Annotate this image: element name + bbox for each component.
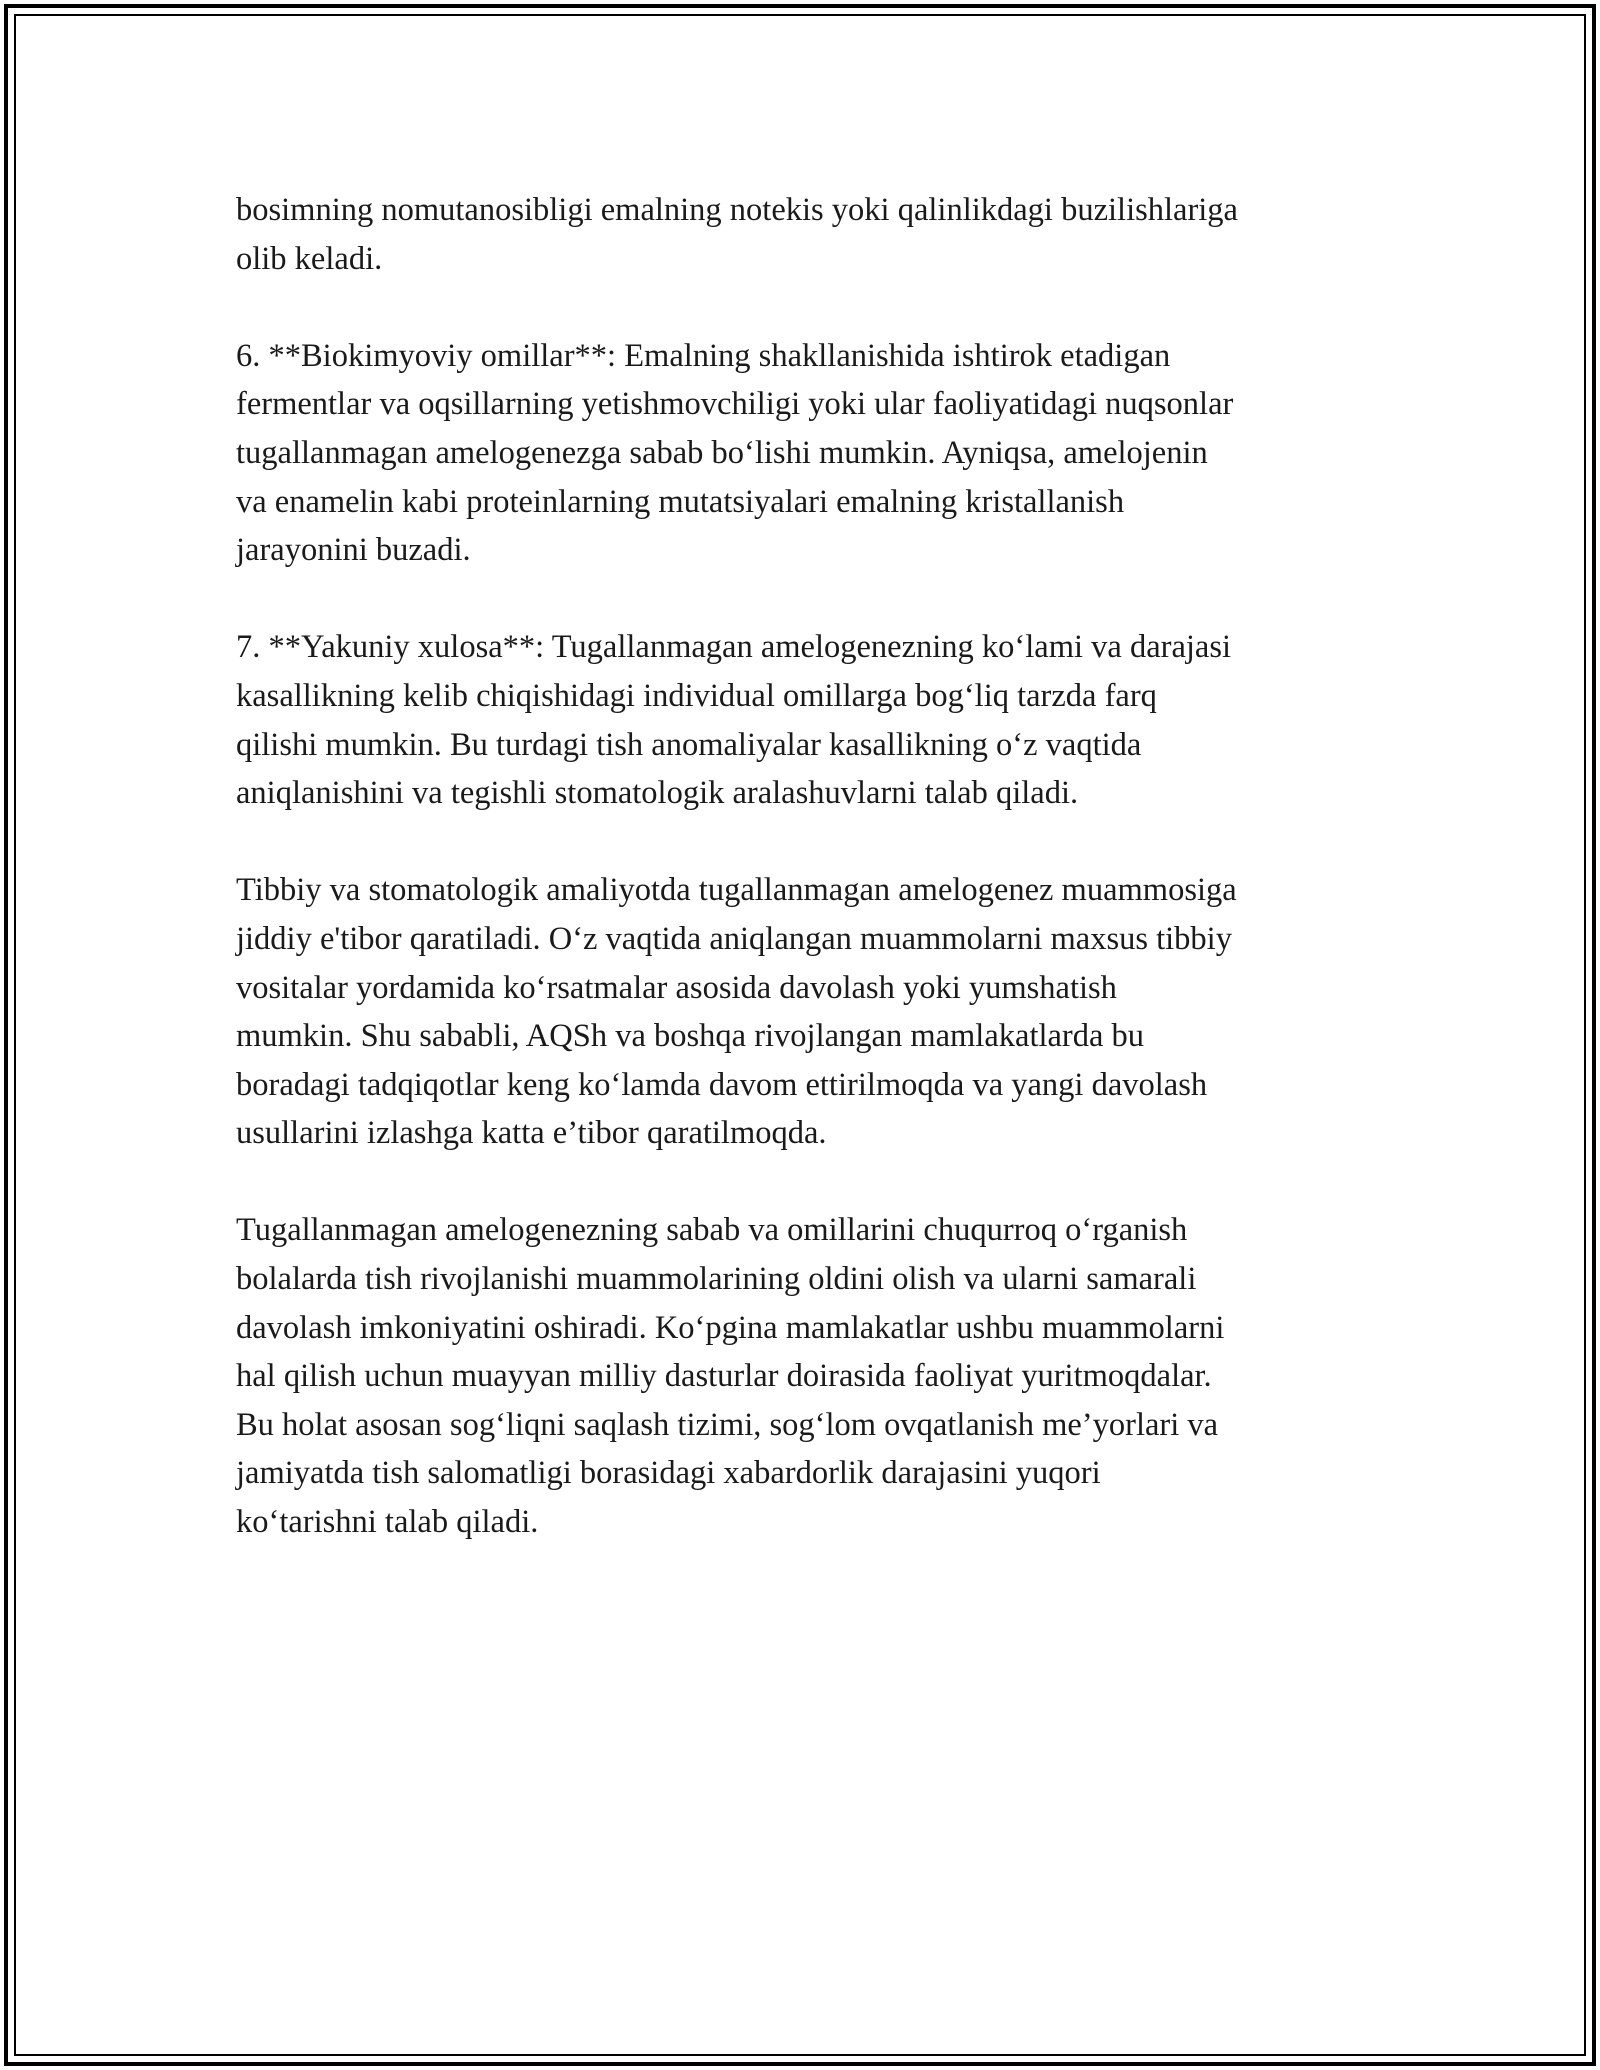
text-line: 6. **Biokimyoviy omillar**: Emalning shakllanishida ishtirok etadigan bbox=[236, 337, 1171, 374]
text-line: jarayonini buzadi. bbox=[236, 532, 471, 569]
paragraph-research-importance bbox=[236, 1206, 1376, 1546]
text-line: jiddiy e'tibor qaratiladi. O‘z vaqtida aniqlangan muammolarni maxsus tibbiy bbox=[236, 920, 1232, 957]
text-line: mumkin. Shu sababli, AQSh va boshqa rivojlangan mamlakatlarda bu bbox=[236, 1018, 1145, 1055]
text-line: usullarini izlashga katta e’tibor qaratilmoqda. bbox=[236, 1115, 827, 1152]
text-line: qilishi mumkin. Bu turdagi tish anomaliyalar kasallikning o‘z vaqtida bbox=[236, 726, 1142, 763]
paragraph-continuation bbox=[236, 186, 1376, 283]
text-line: davolash imkoniyatini oshiradi. Ko‘pgina mamlakatlar ushbu muammolarni bbox=[236, 1309, 1225, 1346]
text-line: Tugallanmagan amelogenezning sabab va omillarini chuqurroq o‘rganish bbox=[236, 1212, 1188, 1249]
text-line: fermentlar va oqsillarning yetishmovchiligi yoki ular faoliyatidagi nuqsonlar bbox=[236, 386, 1234, 423]
text-line: hal qilish uchun muayyan milliy dasturlar doirasida faoliyat yuritmoqdalar. bbox=[236, 1358, 1212, 1395]
text-line: ko‘tarishni talab qiladi. bbox=[236, 1504, 539, 1541]
text-line: boradagi tadqiqotlar keng ko‘lamda davom ettirilmoqda va yangi davolash bbox=[236, 1066, 1208, 1103]
paragraph-final-conclusion bbox=[236, 623, 1376, 817]
text-line: aniqlanishini va tegishli stomatologik aralashuvlarni talab qiladi. bbox=[236, 775, 1079, 812]
text-line: kasallikning kelib chiqishidagi individual omillarga bog‘liq tarzda farq bbox=[236, 677, 1157, 714]
paragraph-medical-practice bbox=[236, 866, 1376, 1158]
text-line: bolalarda tish rivojlanishi muammolarining oldini olish va ularni samarali bbox=[236, 1261, 1197, 1298]
text-line: va enamelin kabi proteinlarning mutatsiyalari emalning kristallanish bbox=[236, 483, 1125, 520]
text-line: 7. **Yakuniy xulosa**: Tugallanmagan amelogenezning ko‘lami va darajasi bbox=[236, 629, 1231, 666]
paragraph-biochemical-factors bbox=[236, 332, 1376, 575]
text-line: bosimning nomutanosibligi emalning notekis yoki qalinlikdagi buzilishlariga bbox=[236, 192, 1238, 228]
text-line: olib keladi. bbox=[236, 240, 383, 277]
document-body bbox=[236, 186, 1376, 1595]
text-line: jamiyatda tish salomatligi borasidagi xabardorlik darajasini yuqori bbox=[236, 1455, 1101, 1492]
text-line: Tibbiy va stomatologik amaliyotda tugallanmagan amelogenez muammosiga bbox=[236, 872, 1237, 909]
text-line: vositalar yordamida ko‘rsatmalar asosida davolash yoki yumshatish bbox=[236, 969, 1117, 1006]
text-line: tugallanmagan amelogenezga sabab bo‘lishi mumkin. Ayniqsa, amelojenin bbox=[236, 434, 1208, 471]
text-line: Bu holat asosan sog‘liqni saqlash tizimi, sog‘lom ovqatlanish me’yorlari va bbox=[236, 1406, 1219, 1443]
